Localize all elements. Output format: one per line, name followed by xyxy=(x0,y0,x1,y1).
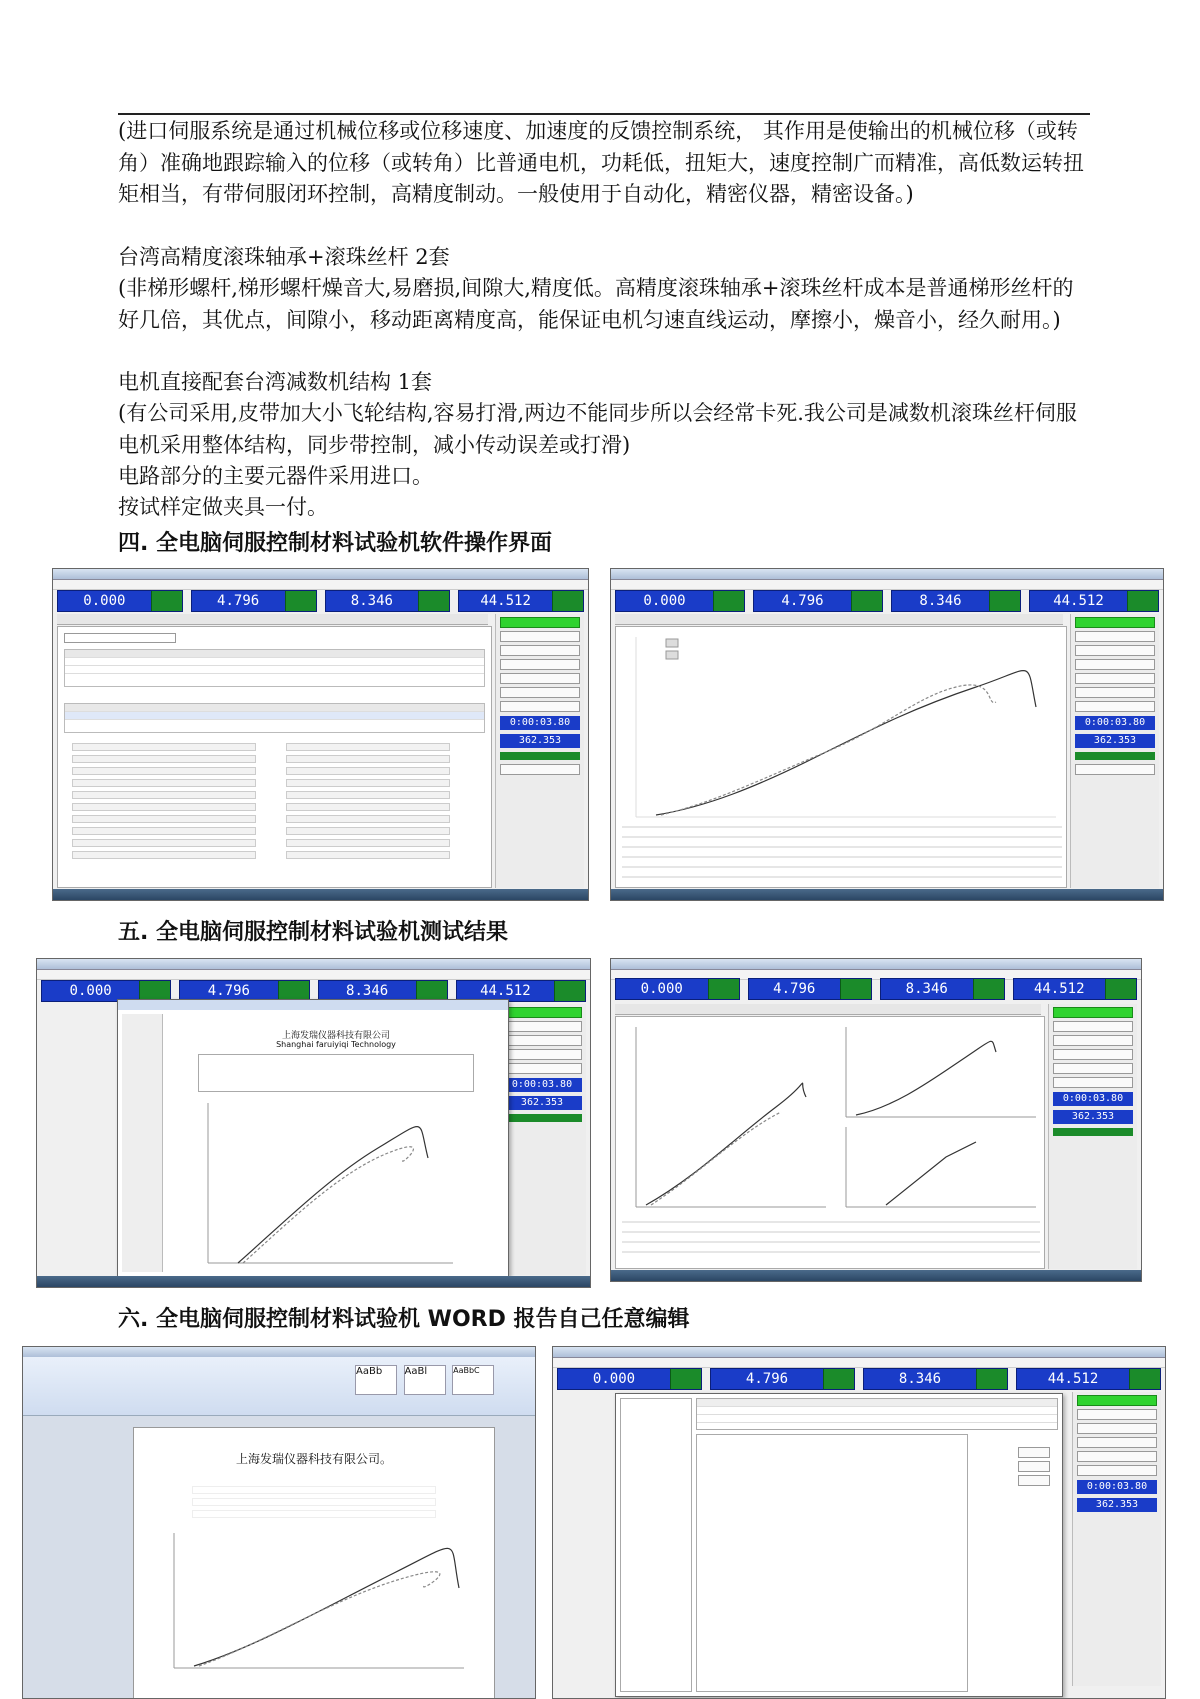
peak-value: 44.512 xyxy=(480,593,531,609)
report-company-en: Shanghai faruiyiqi Technology xyxy=(276,1040,396,1049)
readout-strip xyxy=(57,590,584,610)
word-company-title: 上海发瑞仪器科技有限公司。 xyxy=(235,1452,392,1466)
control-button[interactable] xyxy=(500,659,580,670)
force-displacement-curve xyxy=(616,627,1068,887)
tab-strip[interactable] xyxy=(57,614,488,625)
style-sample[interactable]: AaBbC xyxy=(452,1365,494,1395)
heading-word-report: 六. 全电脑伺服控制材料试验机 WORD 报告自己任意编辑 xyxy=(118,1307,690,1332)
report-company-cn: 上海发瑞仪器科技有限公司 xyxy=(281,1031,390,1041)
paragraph-ball-screw-note: (非梯形螺杆,梯形螺杆燥音大,易磨损,间隙大,精度低。高精度滚珠轴承+滚珠丝杆成本是普通梯形丝杆的好几倍，其优点，间隙小，移动距离精度高，能保证电机匀速直线运动，摩擦小，燥音小，经久耐用。) xyxy=(118,276,1074,332)
control-button[interactable] xyxy=(500,631,580,642)
dialog-button[interactable] xyxy=(1018,1461,1050,1472)
word-page xyxy=(133,1427,495,1699)
paragraph-servo-system: (进口伺服系统是通过机械位移或位移速度、加速度的反馈控制系统， 其作用是使输出的机械位移（或转角）准确地跟踪输入的位移（或转角）比普通电机，功耗低，扭矩大，速度控制广而精准，高低数运转扭矩相当，有带伺服闭环控制，高精度制动。一般使用于自动化，精密仪器，精密设备。) xyxy=(118,119,1084,206)
dialog-button[interactable] xyxy=(1018,1447,1050,1458)
paragraph-ball-screw: 台湾高精度滚珠轴承+滚珠丝杆 2套 xyxy=(118,245,450,269)
report-curve xyxy=(198,1098,458,1268)
screenshot-curve: 0.000 4.796 8.346 44.512 0:00:03.80 362.353 xyxy=(610,568,1164,901)
displacement-readout xyxy=(191,590,317,612)
force-value: 0.000 xyxy=(83,593,126,609)
control-button[interactable] xyxy=(500,645,580,656)
style-sample[interactable]: AaBb xyxy=(355,1365,397,1395)
heading-test-results: 五. 全电脑伺服控制材料试验机测试结果 xyxy=(118,920,509,945)
menu-bar xyxy=(53,580,588,590)
paragraph-fixture: 按试样定做夹具一付。 xyxy=(118,495,328,519)
control-button[interactable] xyxy=(500,701,580,712)
screenshot-settings xyxy=(52,568,589,901)
field-config-dialog xyxy=(615,1393,1063,1697)
style-sample[interactable]: AaBl xyxy=(404,1365,446,1395)
timer-display: 0:00:03.80 xyxy=(500,716,580,730)
word-ribbon xyxy=(23,1357,535,1416)
word-curve xyxy=(164,1528,474,1678)
control-button[interactable] xyxy=(500,687,580,698)
control-button[interactable] xyxy=(500,764,580,775)
speed-slider[interactable] xyxy=(500,752,580,760)
multi-curve-plots xyxy=(616,1017,1046,1267)
window-titlebar xyxy=(53,569,588,580)
control-button[interactable] xyxy=(500,673,580,684)
screenshot-multi-curve: 0.000 4.796 8.346 44.512 0:00:03.80 362.353 xyxy=(610,958,1142,1282)
deformation-value: 8.346 xyxy=(350,593,393,609)
taskbar xyxy=(53,889,588,900)
paragraph-circuit: 电路部分的主要元器件采用进口。 xyxy=(118,464,433,488)
multi-curve-area xyxy=(615,1016,1045,1269)
curve-area xyxy=(615,626,1067,888)
paragraph-reducer-note: (有公司采用,皮带加大小飞轮结构,容易打滑,两边不能同步所以会经常卡死.我公司是减数机滚珠丝杆伺服电机采用整体结构，同步带控制，减小传动误差或打滑) xyxy=(118,401,1077,457)
screenshot-word-report xyxy=(22,1346,536,1699)
deformation-readout xyxy=(325,590,451,612)
screenshot-report-preview: 0.000 4.796 8.346 44.512 0:00:03.80 362.353 上海发瑞仪器科技有限公司 Shanghai faruiyiqi Technology xyxy=(36,958,591,1288)
header-rule xyxy=(118,113,1090,115)
speed-display: 362.353 xyxy=(500,734,580,748)
displacement-value: 4.796 xyxy=(217,593,260,609)
peak-readout xyxy=(458,590,584,612)
dialog-button[interactable] xyxy=(1018,1475,1050,1486)
screenshot-field-config: 0.000 4.796 8.346 44.512 0:00:03.80 362.353 xyxy=(552,1346,1166,1699)
paragraph-reducer: 电机直接配套台湾减数机结构 1套 xyxy=(118,370,433,394)
heading-software-interface: 四. 全电脑伺服控制材料试验机软件操作界面 xyxy=(118,531,553,556)
settings-form xyxy=(57,626,492,888)
report-preview-dialog xyxy=(117,999,509,1277)
start-button[interactable] xyxy=(1075,617,1155,628)
start-button[interactable] xyxy=(500,617,580,628)
control-panel xyxy=(495,614,584,888)
force-readout xyxy=(57,590,183,612)
